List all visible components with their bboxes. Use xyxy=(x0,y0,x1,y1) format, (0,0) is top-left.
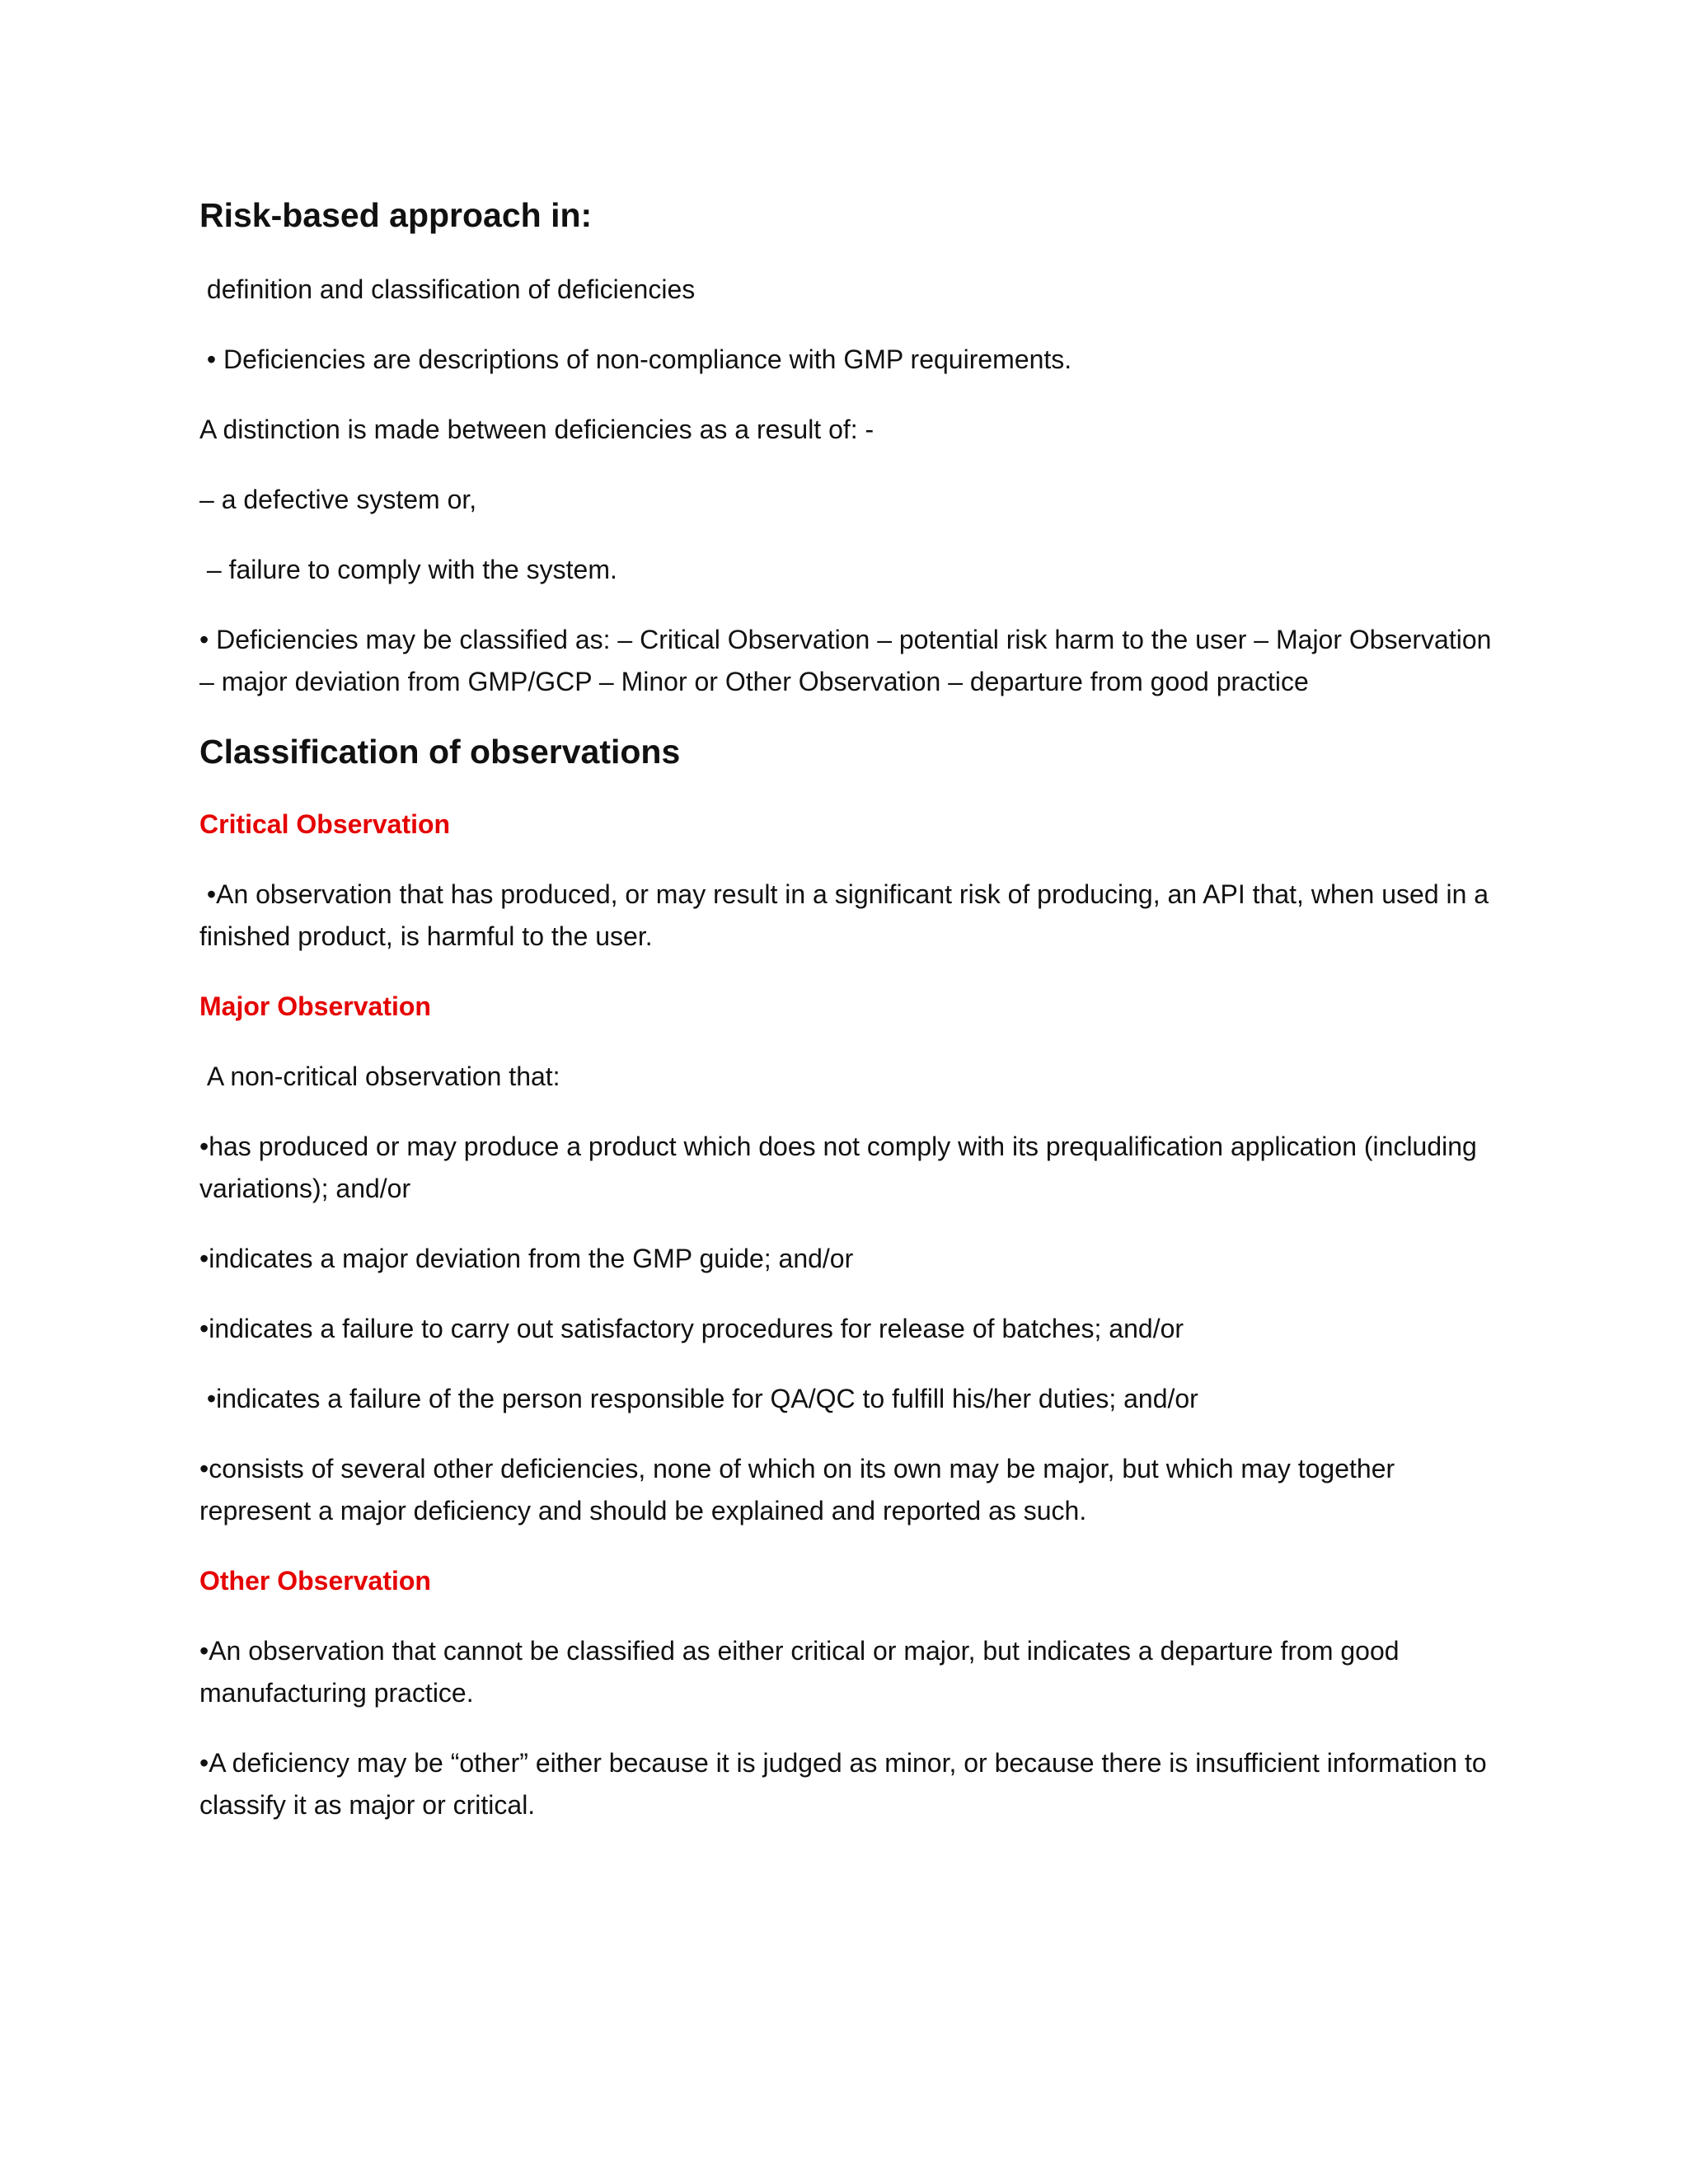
major-observation-title: Major Observation xyxy=(199,991,431,1021)
other-observation-item: •A deficiency may be “other” either because it is judged as minor, or because there is insufficient information to classify it as major or critical. xyxy=(199,1748,1494,1820)
critical-observation-body: •An observation that has produced, or may result in a significant risk of producing, an API that, when used in a finished product, is harmful to the user. xyxy=(199,879,1496,951)
heading-risk-based-approach: Risk-based approach in: xyxy=(199,196,593,234)
paragraph-failure-to-comply: – failure to comply with the system. xyxy=(199,555,617,584)
paragraph-distinction: A distinction is made between deficiencies as a result of: - xyxy=(199,415,874,444)
other-observation-title: Other Observation xyxy=(199,1566,431,1596)
major-observation-item: •consists of several other deficiencies, none of which on its own may be major, but which may together represent a major deficiency and should be explained and reported as such. xyxy=(199,1454,1403,1526)
major-observation-item: •indicates a major deviation from the GMP guide; and/or xyxy=(199,1244,854,1273)
major-observation-item: •indicates a failure of the person responsible for QA/QC to fulfill his/her duties; and/or xyxy=(199,1384,1198,1413)
document-content xyxy=(199,194,1502,1854)
critical-observation-title: Critical Observation xyxy=(199,809,451,839)
major-observation-item: •indicates a failure to carry out satisfactory procedures for release of batches; and/or xyxy=(199,1314,1184,1343)
major-observation-item: •has produced or may produce a product which does not comply with its prequalification application (including variations); and/or xyxy=(199,1132,1484,1203)
paragraph-defective-system: – a defective system or, xyxy=(199,485,477,514)
paragraph-deficiencies-description: • Deficiencies are descriptions of non-compliance with GMP requirements. xyxy=(199,344,1072,374)
major-observation-intro: A non-critical observation that: xyxy=(199,1062,560,1091)
paragraph-classification-list: • Deficiencies may be classified as: – Critical Observation – potential risk harm to the user – Major Observation – major deviation from GMP/GCP – Minor or Other Observation – departure from good practice xyxy=(199,625,1499,696)
paragraph-definition: definition and classification of deficiencies xyxy=(199,274,696,304)
other-observation-item: •An observation that cannot be classified as either critical or major, but indicates a departure from good manufacturing practice. xyxy=(199,1636,1407,1708)
heading-classification-of-observations: Classification of observations xyxy=(199,733,681,771)
